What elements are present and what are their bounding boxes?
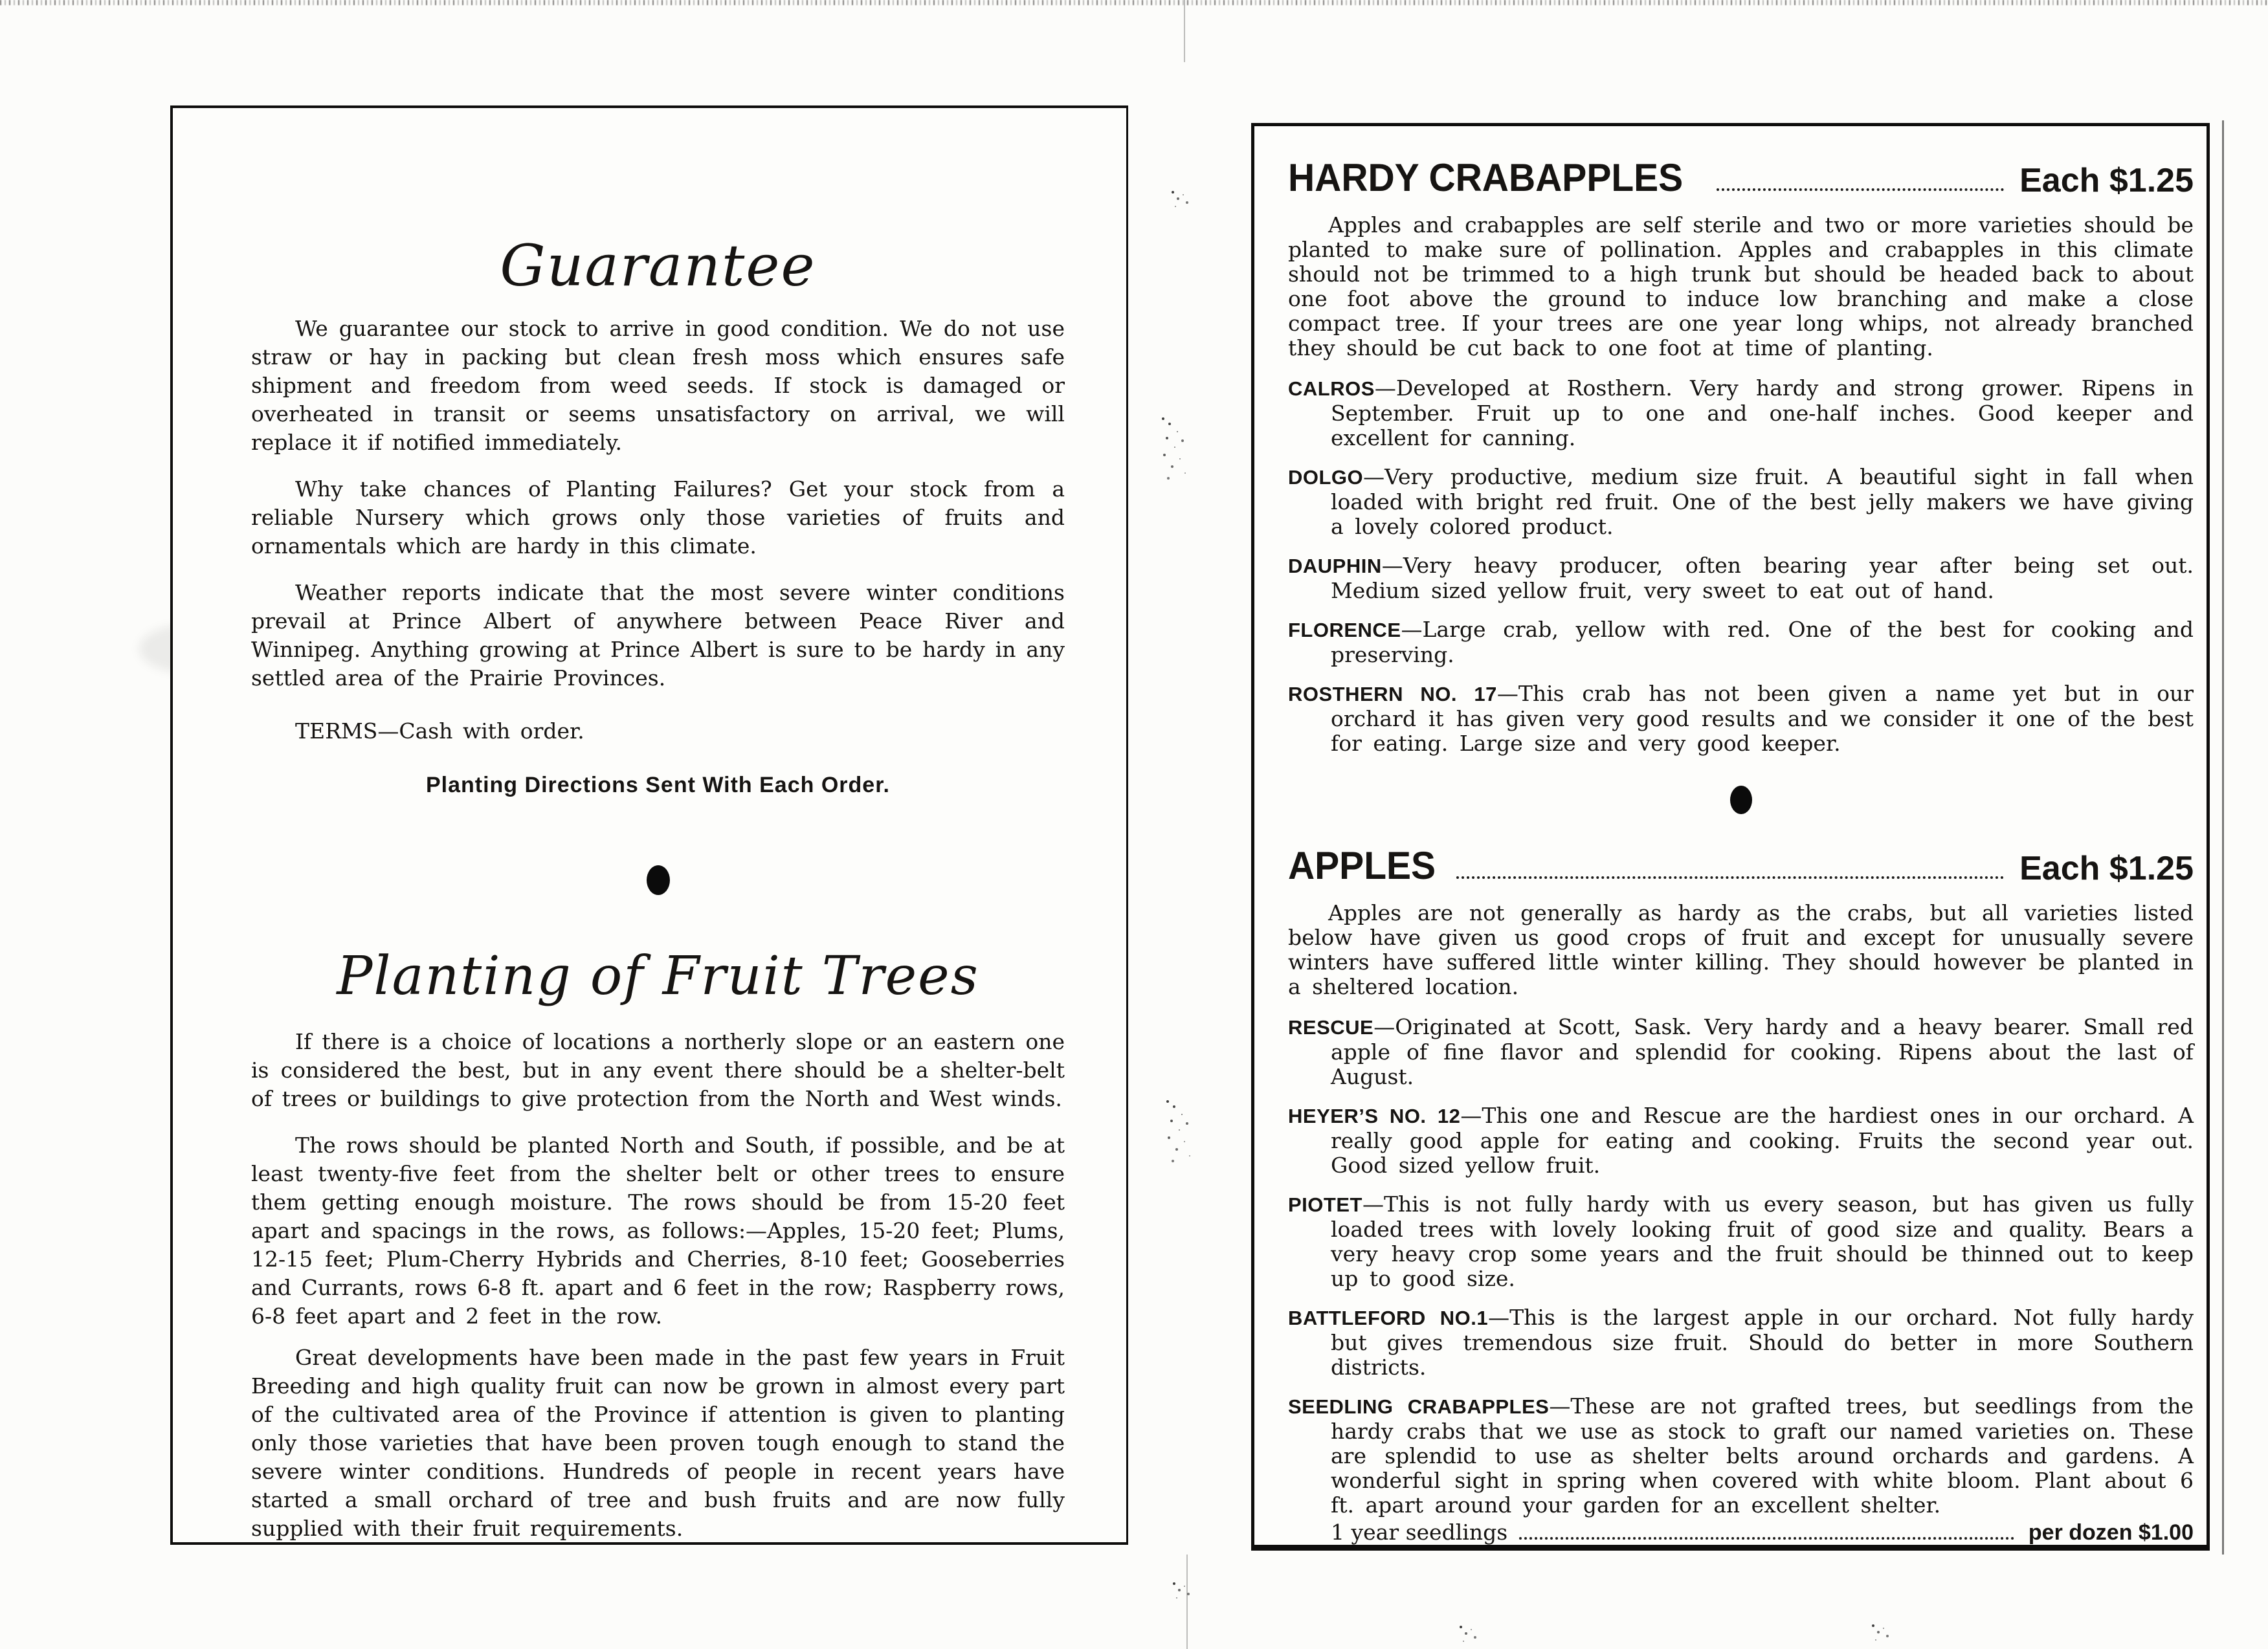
planting-paragraph: Great developments have been made in the past few years in Fruit Breeding and high quality fruit can now be grown in almost every part of the cultivated area of the Province if attention is given to planting only those varieties that have been proven tough enough to stand the severe winter conditions. Hundreds of people in recent years have started a small orchard of tree and bush fruits and are now fully supplied with their fruit requirements. [251, 1344, 1065, 1541]
variety-entry [1288, 1103, 2194, 1178]
scan-artifact [2222, 120, 2224, 1555]
scan-artifact [1872, 1624, 1874, 1627]
dotted-leader [1519, 1537, 2014, 1540]
dotted-leader [1456, 876, 2004, 879]
variety-description: —This is the largest apple in our orchard. Not fully hardy but gives tremendous size fruit. Should do better in more Southern districts. [1331, 1305, 2194, 1380]
variety-name: FLORENCE [1288, 619, 1401, 641]
planting-paragraph: The rows should be planted North and South, if possible, and be at least twenty-five feet from the shelter belt or other trees to ensure them getting enough moisture. The rows should be from 15-20 feet apart and spacings in the rows, as follows:—Apples, 15-20 feet; Plums, 12-15 feet; Plum-Cherry Hybrids and Cherries, 8-10 feet; Gooseberries and Currants, rows 6-8 ft. apart and 6 feet in the row; Raspberry rows, 6-8 feet apart and 2 feet in the row. [251, 1132, 1065, 1329]
variety-description: —Very productive, medium size fruit. A beautiful sight in fall when loaded with bright red fruit. One of the best jelly makers we have giving a lovely colored product. [1331, 464, 2194, 539]
variety-name: DAUPHIN [1288, 555, 1382, 577]
section-title: HARDY CRABAPPLES [1288, 156, 1684, 199]
section-intro: Apples are not generally as hardy as the crabs, but all varieties listed below have given us good crops of fruit and except for unusually severe winters have suffered little winter killing. They should however be planted in a sheltered location. [1288, 900, 2194, 999]
variety-entry [1288, 1394, 2194, 1518]
planting-heading: Planting of Fruit Trees [337, 946, 979, 1008]
section-divider-dot [647, 865, 670, 895]
variety-entry [1288, 465, 2194, 539]
seedling-price-value: per dozen $1.00 [2028, 1520, 2194, 1545]
variety-description: —Large crab, yellow with red. One of the best for cooking and preserving. [1331, 617, 2194, 667]
variety-entry [1288, 1192, 2194, 1291]
variety-name: PIOTET [1288, 1193, 1362, 1216]
planting-paragraph: If there is a choice of locations a northerly slope or an eastern one is considered the best, but in any event there should be a shelter-belt of trees or buildings to give protection from the North and West winds. [251, 1028, 1065, 1111]
variety-description: —These are not grafted trees, but seedlings from the hardy crabs that we use as stock to graft our named varieties on. These are splendid to use as shelter belts around orchards and gardens. A wonderful sight in spring when covered with white bloom. Plant about 6 ft. apart around your garden for an excellent shelter. [1331, 1393, 2194, 1518]
scan-artifact [1184, 0, 1185, 62]
scan-artifact [0, 0, 2268, 5]
seedling-price-line [1331, 1520, 2194, 1545]
variety-name: BATTLEFORD NO.1 [1288, 1307, 1489, 1329]
variety-description: —This is not fully hardy with us every season, but has given us fully loaded trees with lovely looking fruit of good size and quality. Bears a very heavy crop some years and the fruit should be thinned out to keep up to good size. [1331, 1191, 2194, 1291]
scan-artifact [1172, 191, 1174, 194]
guarantee-paragraph: Why take chances of Planting Failures? Get your stock from a reliable Nursery which grows only those varieties of fruits and ornamentals which are hardy in this climate. [251, 476, 1065, 559]
scan-artifact [1162, 417, 1164, 420]
variety-description: —Originated at Scott, Sask. Very hardy and a heavy bearer. Small red apple of fine flavor and splendid for cooking. Ripens about the last of August. [1331, 1014, 2194, 1089]
section-heading-hardy-crabapples [1288, 156, 2194, 199]
section-title: APPLES [1288, 844, 1436, 887]
section-price: Each $1.25 [2019, 162, 2194, 199]
scan-artifact [1186, 1555, 1188, 1649]
right-page [1251, 123, 2210, 1551]
planting-directions-notice: Planting Directions Sent With Each Order. [425, 773, 891, 798]
guarantee-paragraph: We guarantee our stock to arrive in good condition. We do not use straw or hay in packing but clean fresh moss which ensures safe shipment and freedom from weed seeds. If stock is damaged or overheated in transit or seems unsatisfactory on arrival, we will replace it if notified immediately. [251, 316, 1065, 456]
variety-description: —Developed at Rosthern. Very hardy and strong grower. Ripens in September. Fruit up to one and one-half inches. Good keeper and excellent for canning. [1331, 375, 2194, 450]
scan-artifact [1173, 1582, 1175, 1585]
section-divider-dot [1730, 786, 1752, 814]
variety-name: SEEDLING CRABAPPLES [1288, 1395, 1550, 1418]
section-intro: Apples and crabapples are self sterile and two or more varieties should be planted to make sure of pollination. Apples and crabapples in this climate should not be trimmed to a high trunk but should be headed back to about one foot above the ground to induce low branching and make a close compact tree. If your trees are one year long whips, not already branched they should be cut back to one foot at time of planting. [1288, 212, 2194, 360]
variety-entry [1288, 376, 2194, 450]
variety-description: —This crab has not been given a name yet but in our orchard it has given very good results and we consider it one of the best for eating. Large size and very good keeper. [1331, 681, 2194, 756]
section-price: Each $1.25 [2019, 850, 2194, 887]
variety-entry [1288, 617, 2194, 667]
dotted-leader [1717, 188, 2004, 191]
scan-artifact [1460, 1626, 1462, 1628]
guarantee-heading: Guarantee [500, 232, 816, 299]
section-heading-apples [1288, 844, 2194, 887]
variety-entry [1288, 1305, 2194, 1380]
variety-name: HEYER’S NO. 12 [1288, 1105, 1461, 1127]
variety-description: —Very heavy producer, often bearing year after being set out. Medium sized yellow fruit, very sweet to eat out of hand. [1331, 553, 2194, 603]
variety-entry [1288, 681, 2194, 756]
variety-description: —This one and Rescue are the hardiest ones in our orchard. A really good apple for eating and cooking. Fruits the second year out. Good sized yellow fruit. [1331, 1103, 2194, 1178]
variety-name: ROSTHERN NO. 17 [1288, 683, 1497, 705]
seedling-price-label: 1 year seedlings [1331, 1520, 1508, 1545]
guarantee-paragraph: Weather reports indicate that the most severe winter conditions prevail at Prince Albert of anywhere between Peace River and Winnipeg. Anything growing at Prince Albert is sure to be hardy in any settled area of the Prairie Provinces. [251, 580, 1065, 691]
variety-name: DOLGO [1288, 466, 1364, 489]
variety-name: RESCUE [1288, 1016, 1374, 1039]
variety-name: CALROS [1288, 377, 1375, 400]
variety-entry [1288, 553, 2194, 603]
left-page [170, 105, 1128, 1545]
variety-entry [1288, 1015, 2194, 1089]
scan-artifact [1166, 1100, 1169, 1103]
terms-line: TERMS—Cash with order. [295, 718, 584, 744]
